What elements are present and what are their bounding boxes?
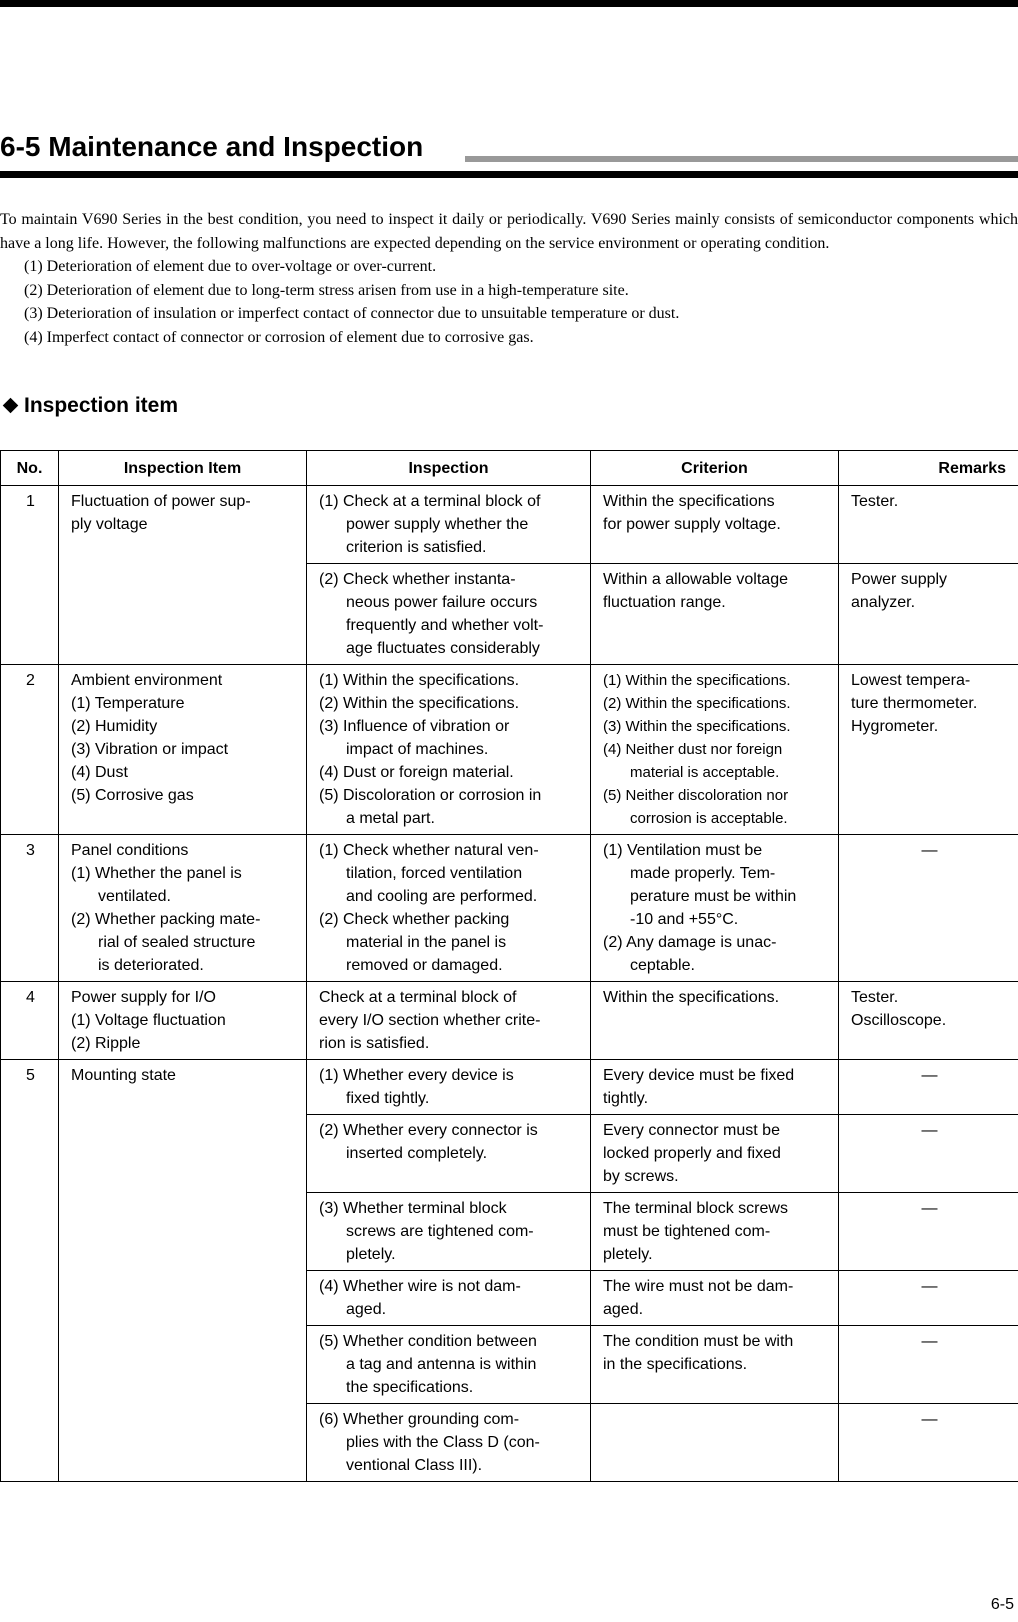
row-number: 4 (1, 982, 59, 1060)
table-header-row (1, 451, 1018, 486)
row-number: 1 (1, 486, 59, 665)
intro-text (0, 208, 1018, 349)
inspection-table (0, 450, 1018, 1482)
table-row (1, 486, 1018, 564)
remarks-cell: — (839, 835, 1018, 982)
remarks-cell: — (839, 1193, 1018, 1271)
inspection-cell: (2) Check whether instanta- neous power failure occurs frequently and whether volt- age fluctuates considerably (307, 564, 591, 665)
malfunction-item: (2) Deterioration of element due to long-term stress arisen from use in a high-temperature site. (24, 281, 629, 299)
inspection-cell: (1) Check whether natural ven- tilation, forced ventilation and cooling are performed. (2) Check whether packing material in the panel is removed or damaged. (307, 835, 591, 982)
criterion-cell: Every device must be fixed tightly. (591, 1060, 839, 1115)
criterion-cell: Within the specifications for power supply voltage. (591, 486, 839, 564)
inspection-item-cell: Power supply for I/O (1) Voltage fluctuation (2) Ripple (59, 982, 307, 1060)
inspection-item-cell: Mounting state (59, 1060, 307, 1482)
header-inspection-item: Inspection Item (59, 451, 307, 486)
inspection-cell: (6) Whether grounding com- plies with the Class D (con- ventional Class III). (307, 1404, 591, 1482)
remarks-cell: Tester. Oscilloscope. (839, 982, 1018, 1060)
title-gray-rule (465, 156, 1018, 162)
malfunction-item: (1) Deterioration of element due to over-voltage or over-current. (24, 258, 437, 275)
criterion-cell: Within a allowable voltage fluctuation range. (591, 564, 839, 665)
criterion-cell: The condition must be with in the specifications. (591, 1326, 839, 1404)
top-rule (0, 0, 1018, 7)
inspection-cell: (2) Whether every connector is inserted completely. (307, 1115, 591, 1193)
inspection-cell: (1) Whether every device is fixed tightly. (307, 1060, 591, 1115)
row-number: 3 (1, 835, 59, 982)
inspection-item-cell: Fluctuation of power sup- ply voltage (59, 486, 307, 665)
header-criterion: Criterion (591, 451, 839, 486)
table-row (1, 982, 1018, 1060)
diamond-bullet-icon (3, 398, 19, 414)
remarks-cell: — (839, 1115, 1018, 1193)
inspection-cell: (4) Whether wire is not dam- aged. (307, 1271, 591, 1326)
page-title: 6-5 Maintenance and Inspection (0, 131, 424, 162)
criterion-cell: The terminal block screws must be tightened com- pletely. (591, 1193, 839, 1271)
criterion-cell: (1) Within the specifications. (2) Within the specifications. (3) Within the specifications. (4) Neither dust nor foreign material is acceptable. (5) Neither discoloration nor corrosion is acceptable. (591, 665, 839, 835)
title-black-rule (0, 171, 1018, 178)
criterion-cell: The wire must not be dam- aged. (591, 1271, 839, 1326)
inspection-cell: (1) Check at a terminal block of power supply whether the criterion is satisfied. (307, 486, 591, 564)
remarks-cell: — (839, 1060, 1018, 1115)
remarks-cell: — (839, 1326, 1018, 1404)
table-row (1, 835, 1018, 982)
inspection-item-cell: Panel conditions (1) Whether the panel is ventilated. (2) Whether packing mate- rial of sealed structure is deteriorated. (59, 835, 307, 982)
remarks-cell: — (839, 1404, 1018, 1482)
header-inspection: Inspection (307, 451, 591, 486)
remarks-cell: Power supply analyzer. (839, 564, 1018, 665)
remarks-cell: Tester. (839, 486, 1018, 564)
inspection-item-heading (2, 393, 178, 419)
table-row (1, 1060, 1018, 1115)
inspection-cell: (3) Whether terminal block screws are tightened com- pletely. (307, 1193, 591, 1271)
row-number: 5 (1, 1060, 59, 1482)
malfunction-item: (4) Imperfect contact of connector or corrosion of element due to corrosive gas. (24, 328, 534, 346)
inspection-item-title: Inspection item (24, 394, 179, 417)
table-row (1, 665, 1018, 835)
criterion-cell: (1) Ventilation must be made properly. Tem- perature must be within -10 and +55°C. (2) Any damage is unac- ceptable. (591, 835, 839, 982)
inspection-cell: Check at a terminal block of every I/O section whether crite- rion is satisfied. (307, 982, 591, 1060)
malfunction-item: (3) Deterioration of insulation or imperfect contact of connector due to unsuitable temperature or dust. (24, 305, 680, 322)
criterion-cell (591, 1404, 839, 1482)
page-number: 6-5 (990, 1596, 1014, 1613)
header-remarks: Remarks (839, 451, 1018, 486)
header-no: No. (1, 451, 59, 486)
inspection-cell: (5) Whether condition between a tag and antenna is within the specifications. (307, 1326, 591, 1404)
criterion-cell: Every connector must be locked properly and fixed by screws. (591, 1115, 839, 1193)
intro-paragraph: To maintain V690 Series in the best condition, you need to inspect it daily or periodically. V690 Series mainly consists of semiconductor components which have a long life. However, the following malfunctions are expected depending on the service environment or operating condition. (0, 211, 1018, 252)
remarks-cell: — (839, 1271, 1018, 1326)
inspection-item-cell: Ambient environment (1) Temperature (2) Humidity (3) Vibration or impact (4) Dust (5) Corrosive gas (59, 665, 307, 835)
row-number: 2 (1, 665, 59, 835)
section-header (0, 130, 1018, 170)
criterion-cell: Within the specifications. (591, 982, 839, 1060)
inspection-cell: (1) Within the specifications. (2) Within the specifications. (3) Influence of vibration or impact of machines. (4) Dust or foreign material. (5) Discoloration or corrosion in a metal part. (307, 665, 591, 835)
remarks-cell: Lowest tempera- ture thermometer. Hygrometer. (839, 665, 1018, 835)
